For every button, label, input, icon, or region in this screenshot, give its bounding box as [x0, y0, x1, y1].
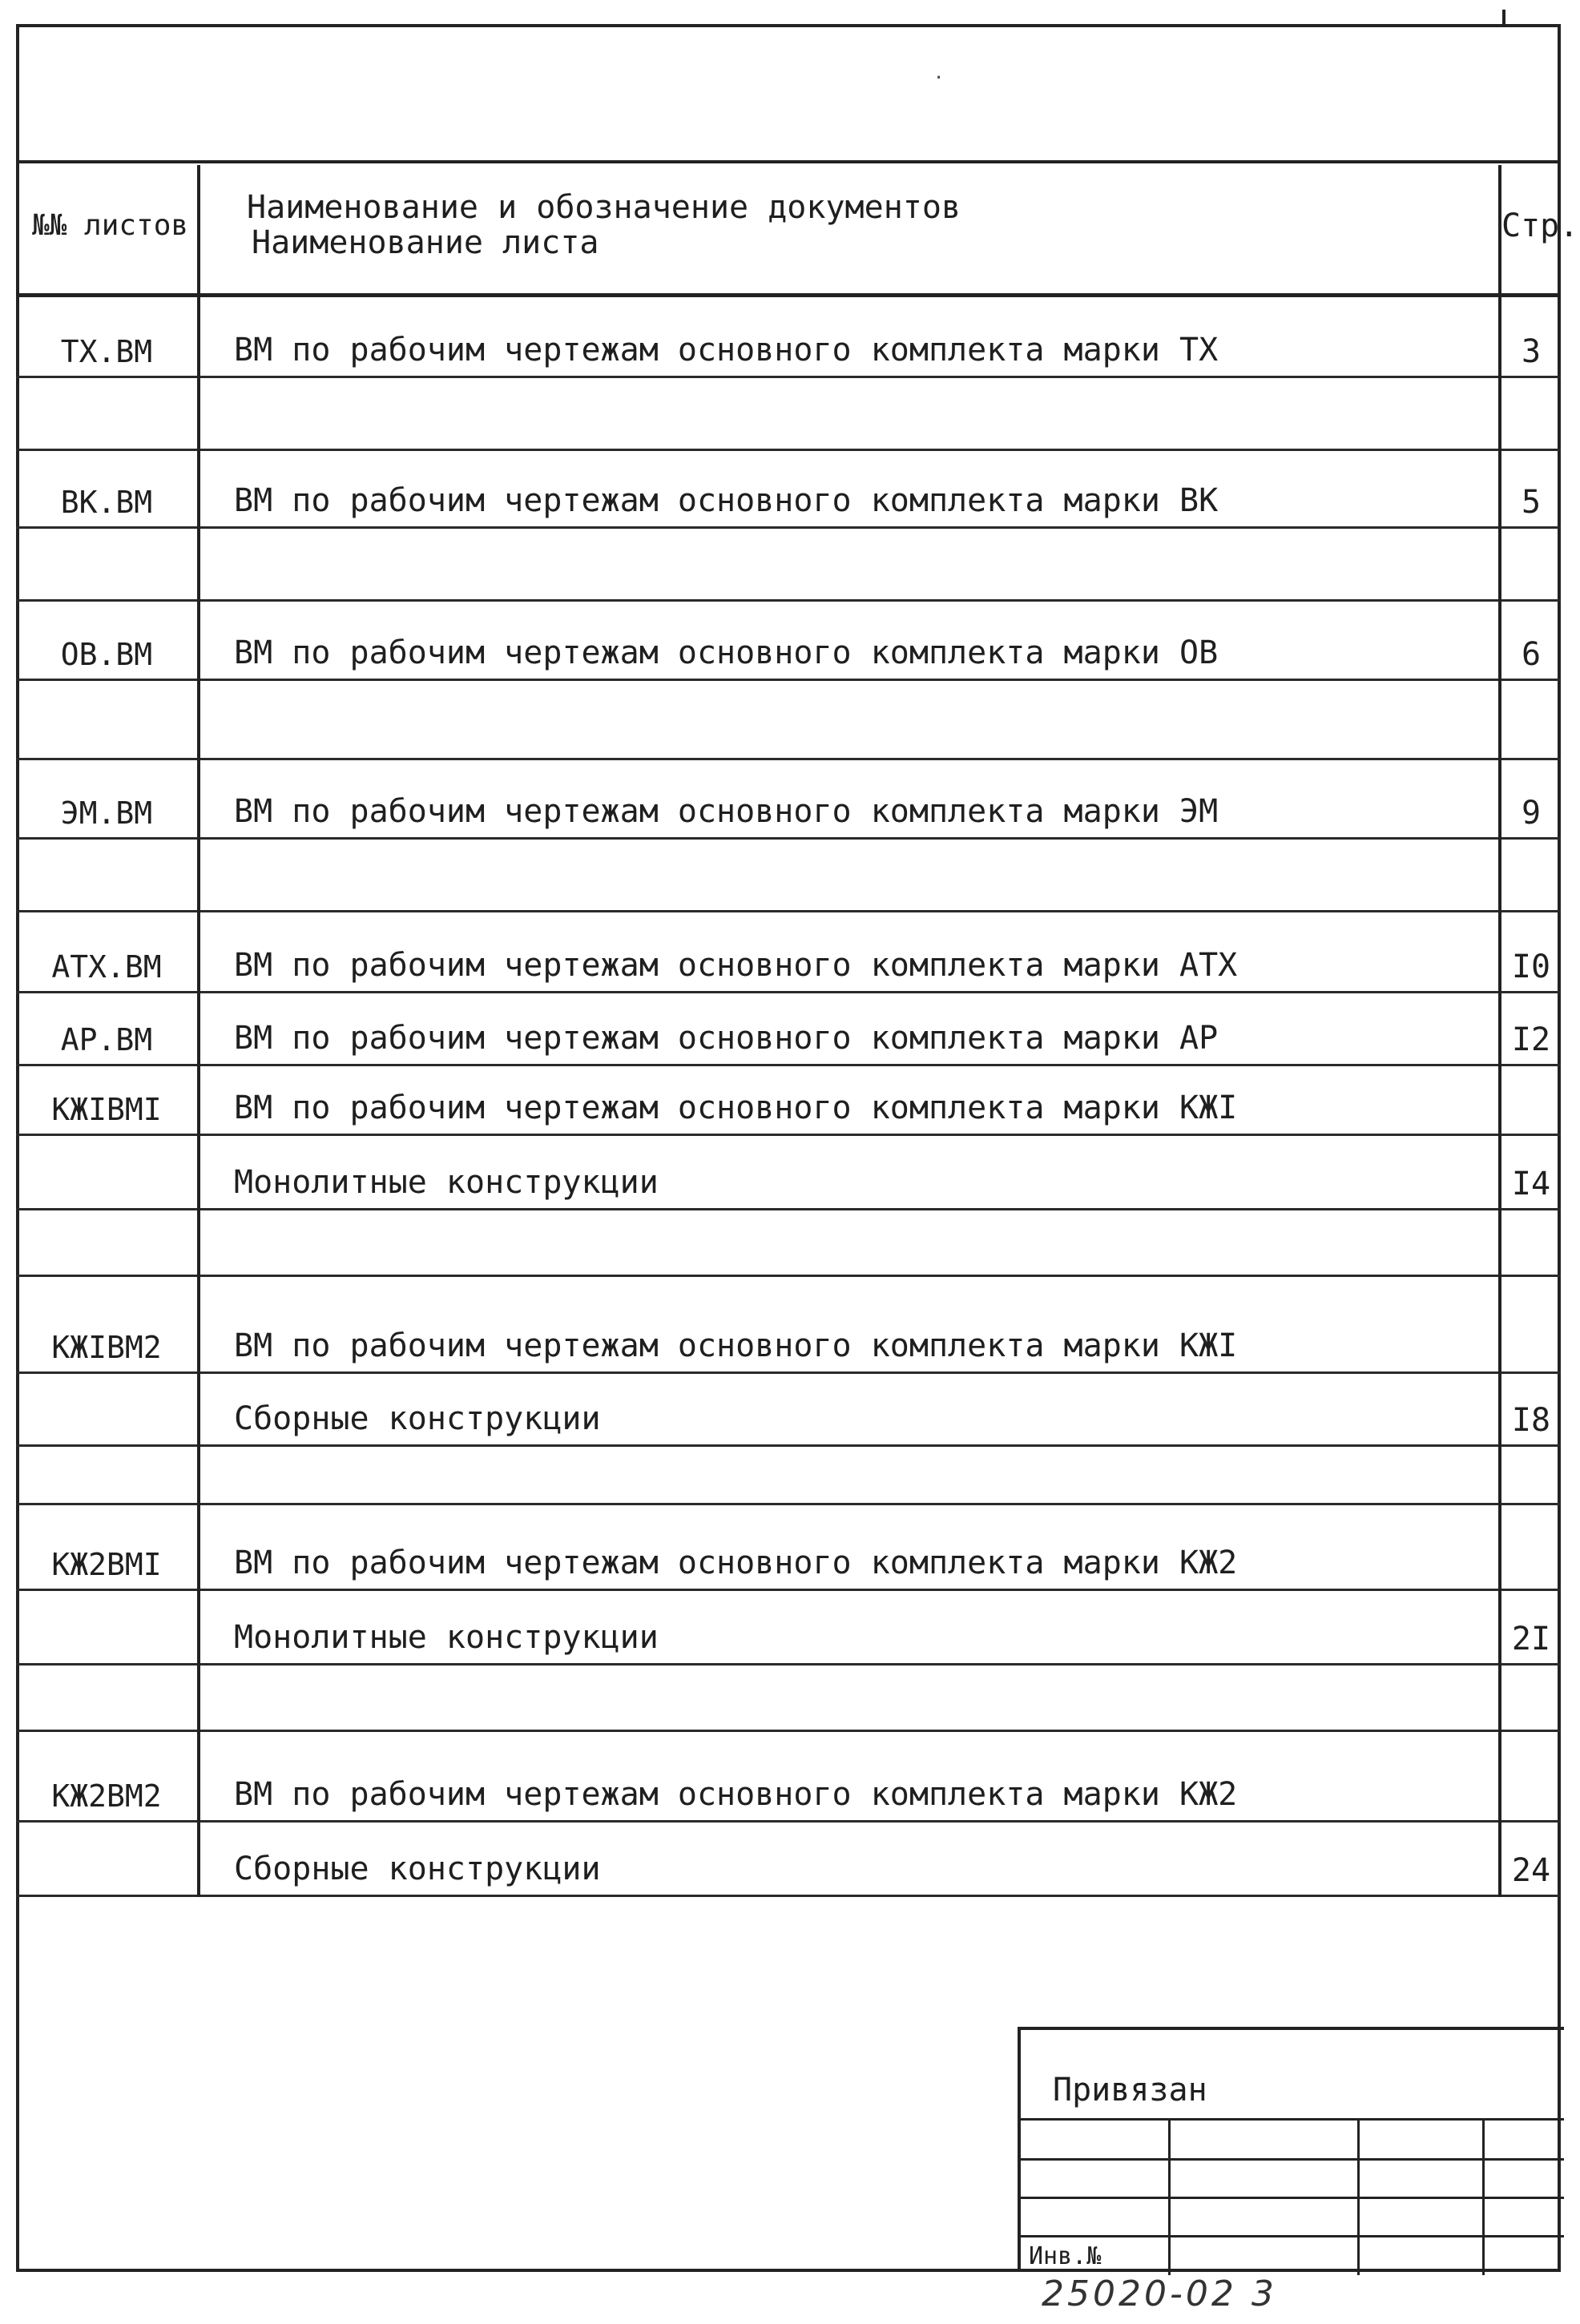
- page-number-cell: 9: [1500, 759, 1561, 839]
- sheet-code-cell: КЖ2ВМI: [16, 1504, 199, 1590]
- table-row: [16, 601, 1561, 680]
- stamp-title: Привязан: [1053, 2072, 1207, 2109]
- sheet-code-cell: [16, 839, 199, 912]
- sheet-code-cell: ВК.ВМ: [16, 450, 199, 528]
- table-row: [16, 1210, 1561, 1276]
- page-number-cell: I4: [1500, 1135, 1561, 1210]
- sheet-code-cell: [16, 1822, 199, 1896]
- binding-stamp: [1018, 2027, 1564, 2272]
- sheet-name-cell: Сборные конструкции: [199, 1822, 1500, 1896]
- page-number-cell: [1500, 1210, 1561, 1276]
- sheet-name-cell: ВМ по рабочим чертежам основного комплекта марки ЭМ: [199, 759, 1500, 839]
- table-row: [16, 1504, 1561, 1590]
- table-row: [16, 993, 1561, 1065]
- sheet-name-cell: ВМ по рабочим чертежам основного комплекта марки КЖI: [199, 1065, 1500, 1135]
- page-number-cell: [1500, 1665, 1561, 1731]
- sheet-code-cell: ЭМ.ВМ: [16, 759, 199, 839]
- page-number-cell: [1500, 528, 1561, 601]
- table-row: [16, 1276, 1561, 1373]
- speck-mark: ·: [933, 68, 945, 88]
- sheet-name-cell: [199, 680, 1500, 759]
- sheet-code-cell: [16, 680, 199, 759]
- sheet-code-cell: ОВ.ВМ: [16, 601, 199, 680]
- sheet-name-cell: ВМ по рабочим чертежам основного комплекта марки АР: [199, 993, 1500, 1065]
- table-row: [16, 912, 1561, 993]
- page-number-cell: [1500, 1731, 1561, 1822]
- sheet-name-cell: [199, 377, 1500, 450]
- table-header: [16, 165, 1561, 296]
- page-number-cell: [1500, 377, 1561, 450]
- table-row: [16, 377, 1561, 450]
- sheet-name-cell: ВМ по рабочим чертежам основного комплекта марки КЖ2: [199, 1731, 1500, 1822]
- sheet-name-cell: ВМ по рабочим чертежам основного комплекта марки АТХ: [199, 912, 1500, 993]
- sheet-code-cell: [16, 528, 199, 601]
- name-header-line-2: Наименование листа: [252, 224, 599, 261]
- table-row: [16, 450, 1561, 528]
- table-row: [16, 1446, 1561, 1504]
- header-divider: [16, 160, 1561, 163]
- sheet-code-cell: [16, 1665, 199, 1731]
- page-number-cell: [1500, 1065, 1561, 1135]
- sheet-name-cell: ВМ по рабочим чертежам основного комплекта марки КЖ2: [199, 1504, 1500, 1590]
- sheet-code-cell: АР.ВМ: [16, 993, 199, 1065]
- name-header-line-1: Наименование и обозначение документов: [247, 189, 961, 226]
- sheet-name-cell: ВМ по рабочим чертежам основного комплекта марки КЖI: [199, 1276, 1500, 1373]
- sheet-name-cell: Сборные конструкции: [199, 1373, 1500, 1446]
- sheet-name-cell: [199, 528, 1500, 601]
- sheet-code-cell: [16, 1446, 199, 1504]
- sheet-code-cell: КЖ2ВМ2: [16, 1731, 199, 1822]
- page-number-cell: 24: [1500, 1822, 1561, 1896]
- page-number-cell: I0: [1500, 912, 1561, 993]
- page-number-cell: I8: [1500, 1373, 1561, 1446]
- page-number-cell: [1500, 839, 1561, 912]
- sheet-code-cell: [16, 1210, 199, 1276]
- sheet-name-cell: [199, 839, 1500, 912]
- sheet-code-cell: [16, 1590, 199, 1665]
- page-number-cell: [1500, 680, 1561, 759]
- table-row: [16, 759, 1561, 839]
- stamp-divider: [1357, 2118, 1360, 2275]
- sheet-name-cell: [199, 1665, 1500, 1731]
- table-row: [16, 839, 1561, 912]
- sheet-name-cell: ВМ по рабочим чертежам основного комплекта марки ОВ: [199, 601, 1500, 680]
- page-number-cell: [1500, 1276, 1561, 1373]
- page-header: Стр.: [1500, 165, 1561, 296]
- table-row: [16, 1665, 1561, 1731]
- document-number: 25020-02 3: [1042, 2274, 1277, 2314]
- table-row: [16, 680, 1561, 759]
- sheet-name-cell: Монолитные конструкции: [199, 1590, 1500, 1665]
- page-number-cell: [1500, 1504, 1561, 1590]
- inventory-label: Инв.№: [1029, 2242, 1102, 2270]
- sheet-no-header: №№ листов: [16, 165, 199, 296]
- sheet-name-cell: Монолитные конструкции: [199, 1135, 1500, 1210]
- table-row: [16, 1590, 1561, 1665]
- contents-table: [16, 165, 1579, 1897]
- page-number-cell: 6: [1500, 601, 1561, 680]
- sheet-code-cell: [16, 1135, 199, 1210]
- sheet-code-cell: [16, 1373, 199, 1446]
- page-number-cell: 2I: [1500, 1590, 1561, 1665]
- sheet-name-cell: [199, 1446, 1500, 1504]
- sheet-code-cell: КЖIВМ2: [16, 1276, 199, 1373]
- page-number-cell: I2: [1500, 993, 1561, 1065]
- table-row: [16, 1065, 1561, 1135]
- sheet-code-cell: АТХ.ВМ: [16, 912, 199, 993]
- name-header: [199, 165, 1500, 296]
- table-row: [16, 296, 1561, 377]
- stamp-grid: [1021, 2118, 1564, 2275]
- sheet-name-cell: ВМ по рабочим чертежам основного комплекта марки ТХ: [199, 296, 1500, 377]
- sheet-name-cell: [199, 1210, 1500, 1276]
- page-number-cell: [1500, 1446, 1561, 1504]
- corner-mark: [1502, 10, 1505, 26]
- page-number-cell: 5: [1500, 450, 1561, 528]
- stamp-divider: [1168, 2118, 1171, 2275]
- sheet-code-cell: КЖIВМI: [16, 1065, 199, 1135]
- table-row: [16, 1731, 1561, 1822]
- sheet-code-cell: [16, 377, 199, 450]
- table-row: [16, 528, 1561, 601]
- table-row: [16, 1135, 1561, 1210]
- sheet-code-cell: ТХ.ВМ: [16, 296, 199, 377]
- sheet-name-cell: ВМ по рабочим чертежам основного комплекта марки ВК: [199, 450, 1500, 528]
- table-row: [16, 1373, 1561, 1446]
- table-row: [16, 1822, 1561, 1896]
- stamp-divider: [1482, 2118, 1485, 2275]
- page-number-cell: 3: [1500, 296, 1561, 377]
